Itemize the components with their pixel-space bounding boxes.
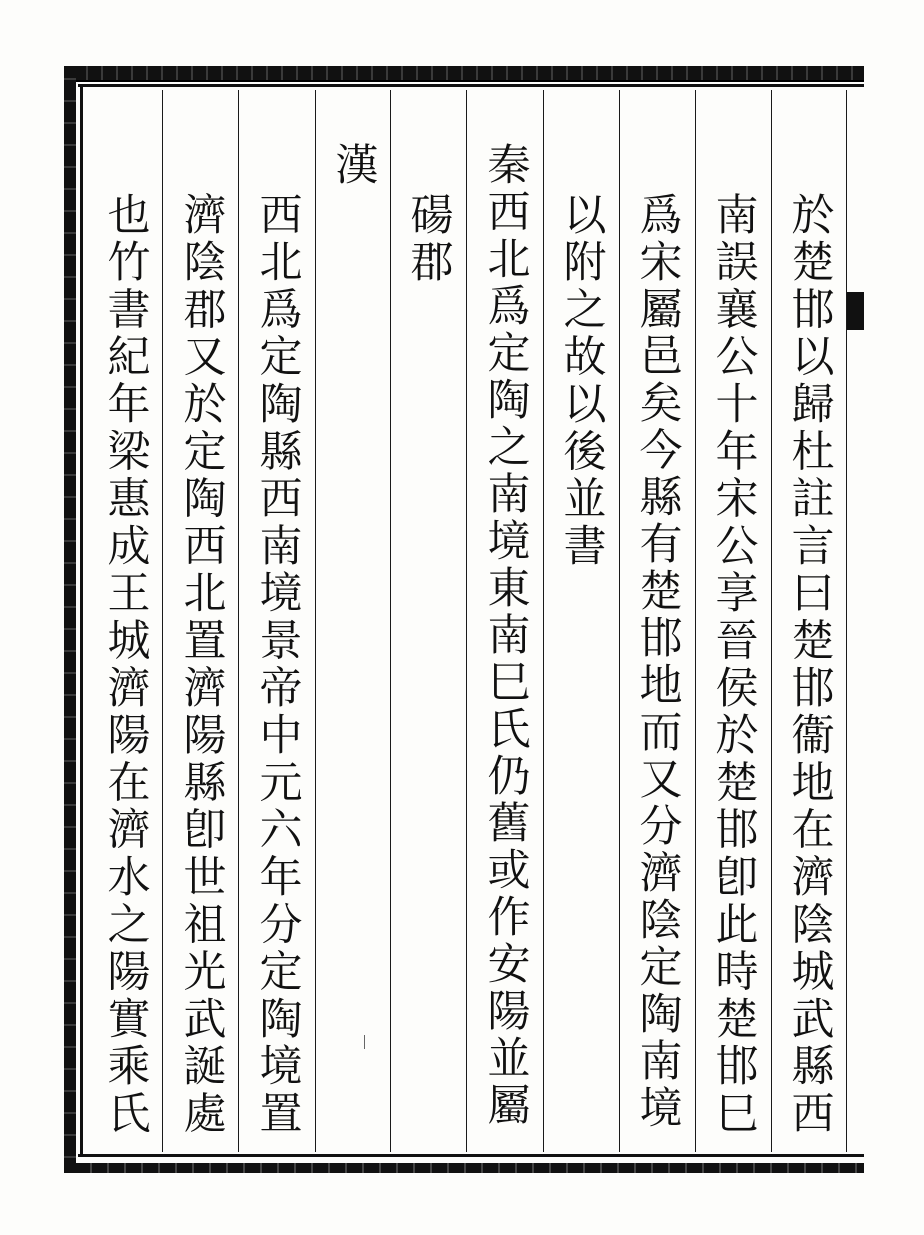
frame-inner-line-top (78, 84, 864, 87)
text-column-6 (401, 96, 455, 1152)
column-rule (315, 90, 316, 1152)
fishtail-mark (846, 292, 864, 330)
text-column-3 (630, 96, 684, 1152)
column-text: 南誤襄公十年宋公享晉侯於楚邯卽此時楚邯巳 (708, 192, 759, 1138)
column-text: 以附之故以後並書 (556, 192, 607, 571)
frame-inner-line-left (80, 84, 83, 1157)
column-text: 濟陰郡又於定陶西北置濟陽縣卽世祖光武誕處 (176, 192, 227, 1138)
dynasty-heading-column (326, 96, 380, 1152)
frame-border-top (64, 66, 864, 82)
column-rule (466, 90, 467, 1152)
frame-border-left (64, 66, 76, 1173)
column-text: 碭郡 (403, 192, 454, 287)
frame-border-bottom (64, 1163, 864, 1173)
column-rule (619, 90, 620, 1152)
text-column-5 (478, 96, 532, 1152)
text-column-1 (782, 96, 836, 1152)
frame-inner-line-bottom (78, 1154, 864, 1157)
text-column-2 (706, 96, 760, 1152)
column-text: 也竹書紀年梁惠成王城濟陽在濟水之陽實乘氏 (100, 192, 151, 1138)
column-rule (543, 90, 544, 1152)
column-rule (162, 90, 163, 1152)
column-rule (390, 90, 391, 1152)
column-rule (695, 90, 696, 1152)
column-text: 秦西北爲定陶之南境東南巳氏仍舊或作安陽並屬 (480, 142, 531, 1129)
text-column-10 (98, 96, 152, 1152)
text-column-9 (174, 96, 228, 1152)
column-rule (771, 90, 772, 1152)
text-column-8 (250, 96, 304, 1152)
text-column-4 (554, 96, 608, 1152)
column-text: 爲宋屬邑矣今縣有楚邯地而又分濟陰定陶南境 (632, 192, 683, 1132)
dynasty-heading: 漢 (328, 142, 379, 190)
column-rule (846, 90, 847, 1152)
column-rule (238, 90, 239, 1152)
column-text: 西北爲定陶縣西南境景帝中元六年分定陶境置 (252, 192, 303, 1138)
column-text: 於楚邯以歸杜註言曰楚邯衞地在濟陰城武縣西 (784, 192, 835, 1138)
